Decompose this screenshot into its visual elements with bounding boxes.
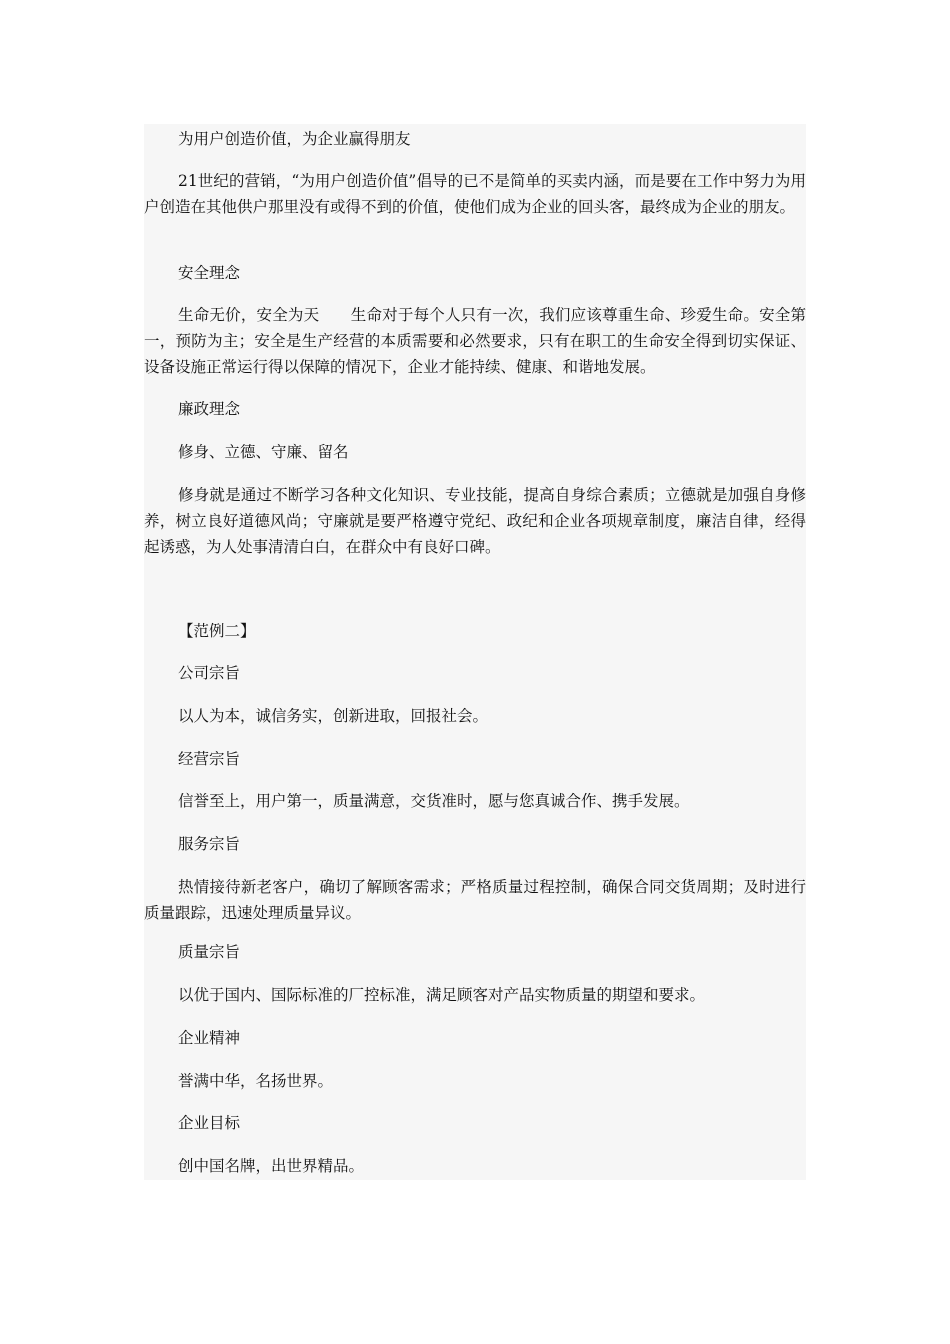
heading-example-two: 【范例二】	[178, 622, 256, 640]
paragraph-business-purpose: 信誉至上，用户第一，质量满意，交货准时，愿与您真诚合作、携手发展。	[178, 792, 690, 810]
paragraph-slogan-title: 为用户创造价值，为企业赢得朋友	[178, 130, 411, 148]
heading-company-purpose: 公司宗旨	[178, 664, 241, 682]
paragraph-enterprise-spirit: 誉满中华，名扬世界。	[178, 1072, 334, 1090]
paragraph-service-purpose: 热情接待新老客户，确切了解顾客需求；严格质量过程控制，确保合同交货周期；及时进行质量跟踪，迅速处理质量异议。	[144, 878, 806, 922]
paragraph-integrity: 修身就是通过不断学习各种文化知识、专业技能，提高自身综合素质；立德就是加强自身修养，树立良好道德风尚；守廉就是要严格遵守党纪、政纪和企业各项规章制度，廉洁自律，经得起诱惑，为人处事清清白白，在群众中有良好口碑。	[144, 486, 806, 556]
paragraph-marketing: 21世纪的营销，“为用户创造价值”倡导的已不是简单的买卖内涵，而是要在工作中努力为用户创造在其他供户那里没有或得不到的价值，使他们成为企业的回头客，最终成为企业的朋友。	[144, 172, 806, 216]
paragraph-company-purpose: 以人为本，诚信务实，创新进取，回报社会。	[178, 707, 489, 725]
paragraph-enterprise-goal: 创中国名牌，出世界精品。	[178, 1157, 365, 1175]
paragraph-quality-purpose: 以优于国内、国际标准的厂控标准，满足顾客对产品实物质量的期望和要求。	[178, 986, 706, 1004]
heading-quality-purpose: 质量宗旨	[178, 943, 241, 961]
paragraph-safety: 生命无价，安全为天 生命对于每个人只有一次，我们应该尊重生命、珍爱生命。安全第一，预防为主；安全是生产经营的本质需要和必然要求，只有在职工的生命安全得到切实保证、设备设施正常运行得以保障的情况下，企业才能持续、健康、和谐地发展。	[144, 306, 806, 376]
document-body	[144, 124, 806, 1180]
heading-enterprise-goal: 企业目标	[178, 1114, 241, 1132]
heading-business-purpose: 经营宗旨	[178, 750, 241, 768]
heading-integrity: 廉政理念	[178, 400, 241, 418]
heading-safety: 安全理念	[178, 264, 241, 282]
heading-enterprise-spirit: 企业精神	[178, 1029, 241, 1047]
heading-service-purpose: 服务宗旨	[178, 835, 241, 853]
paragraph-integrity-motto: 修身、立德、守廉、留名	[178, 443, 349, 461]
